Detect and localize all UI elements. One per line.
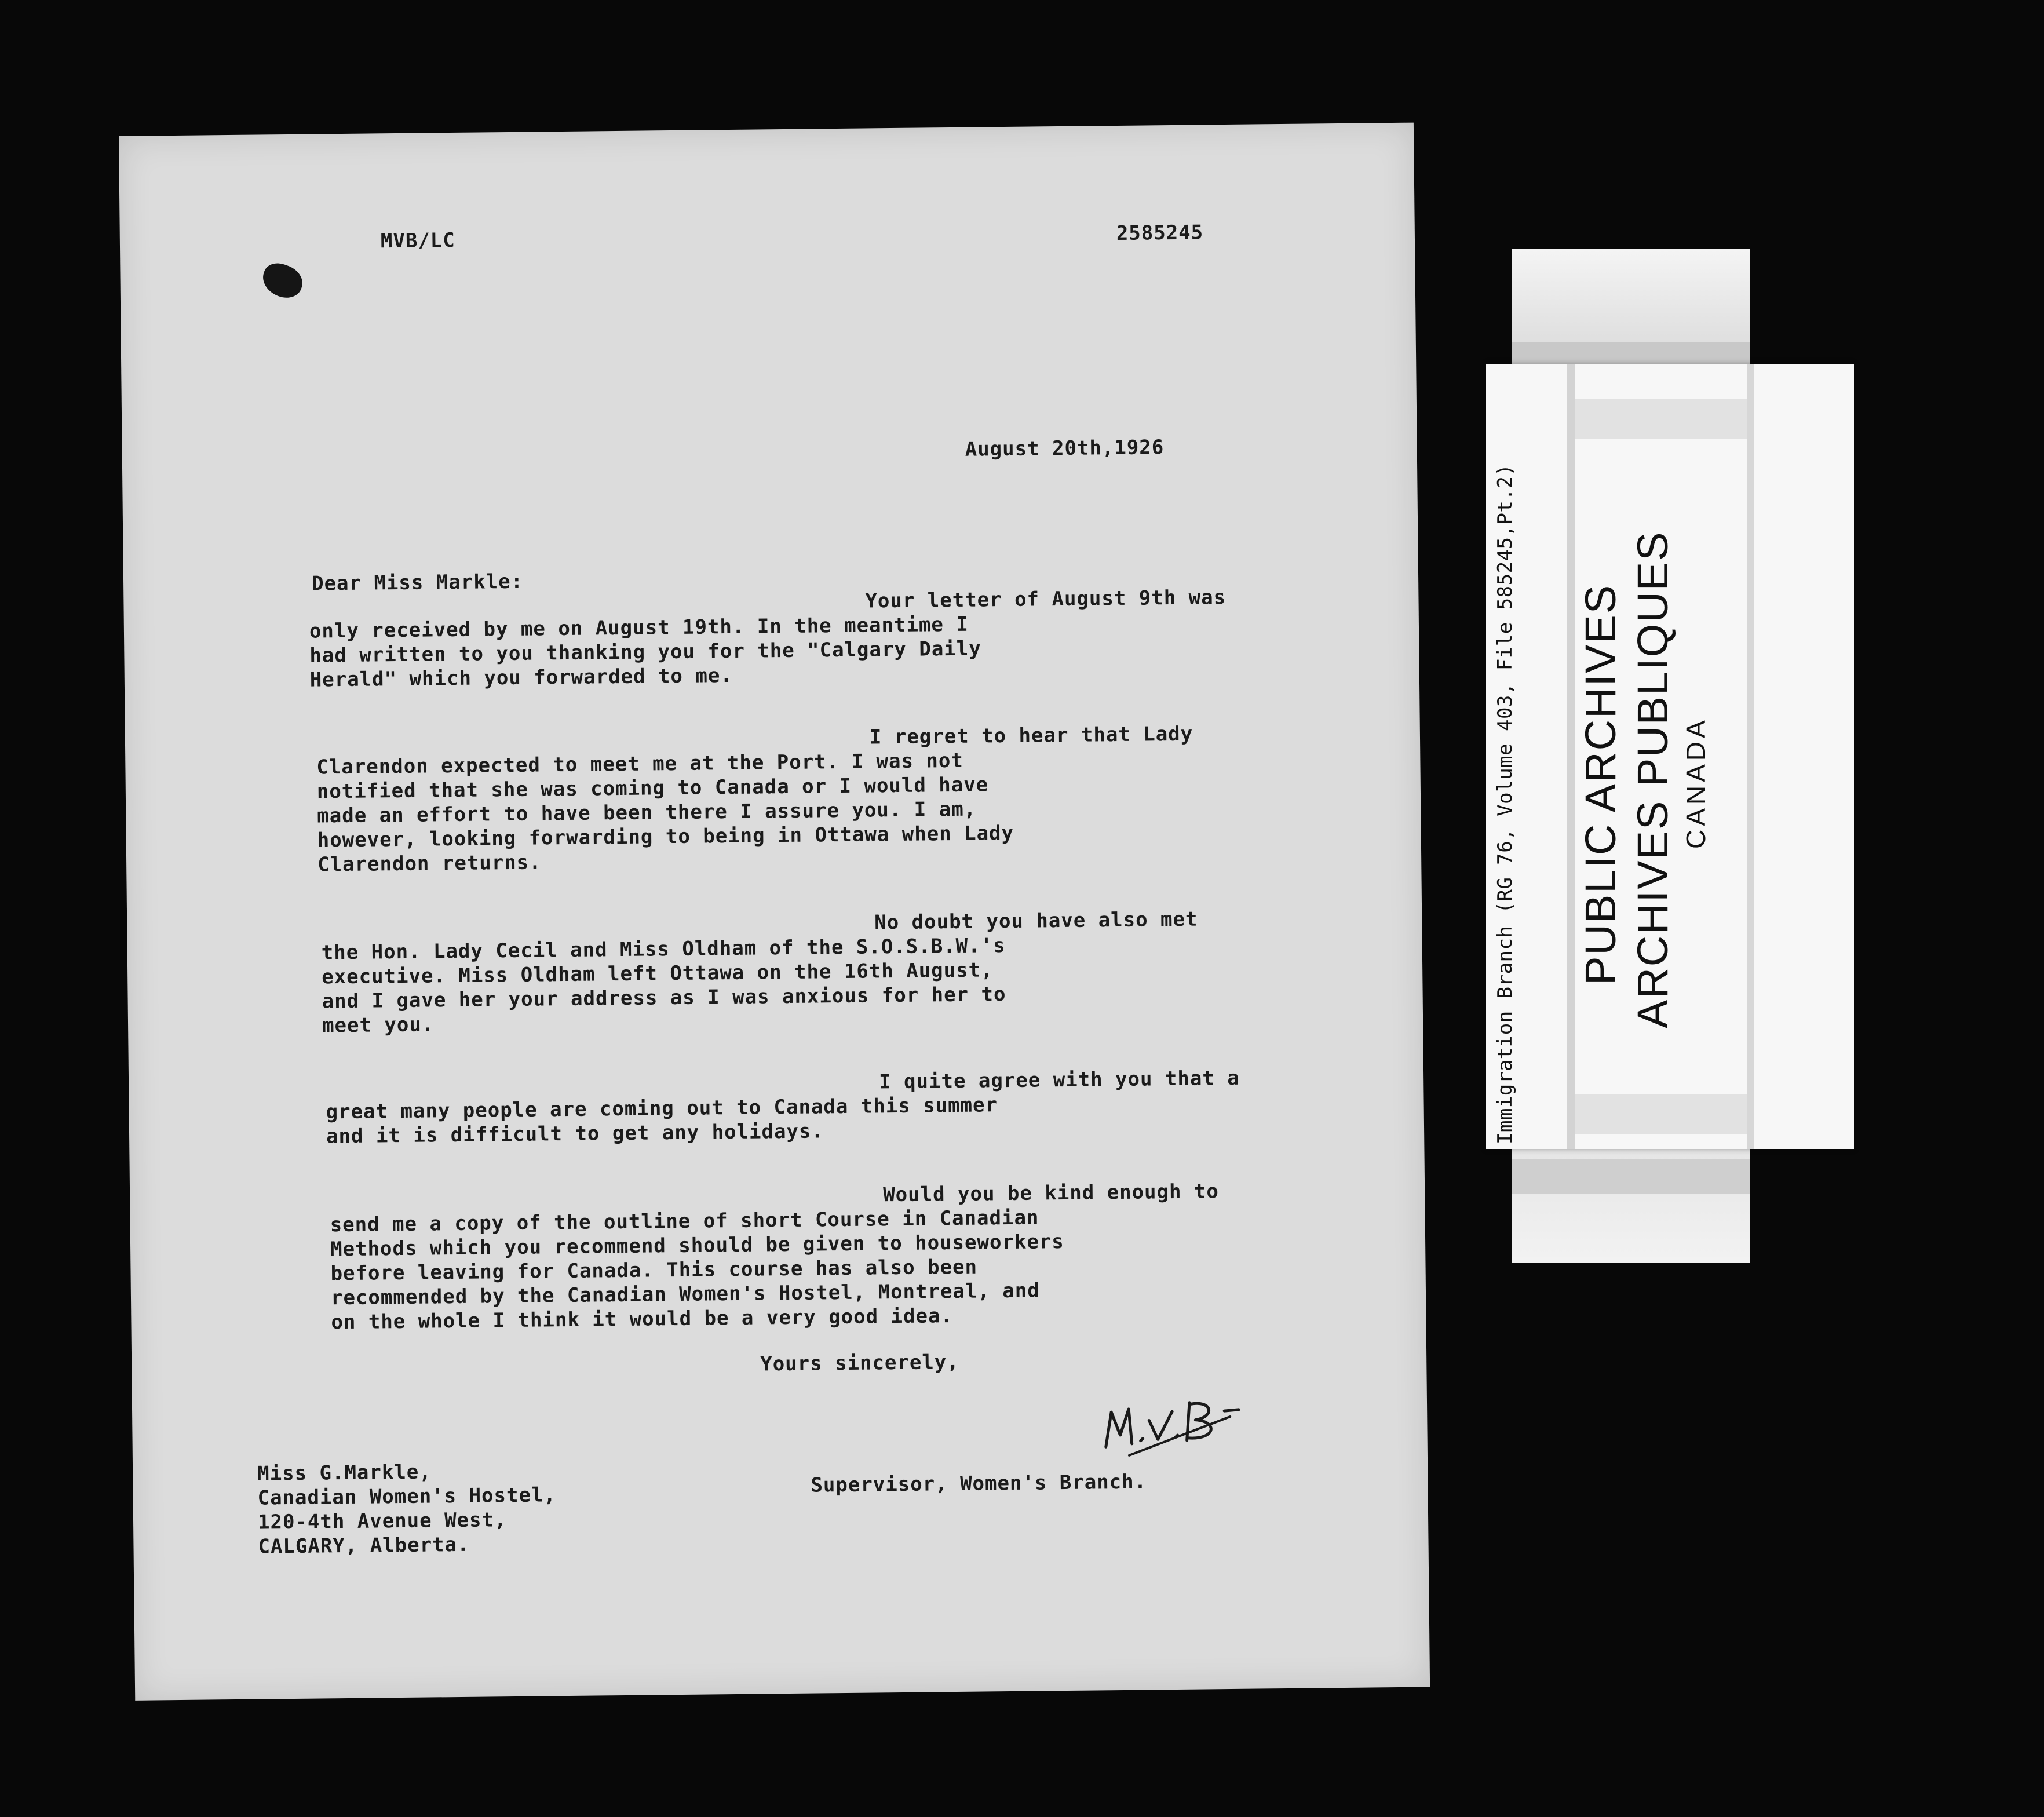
text-line: only received by me on August 19th. In the meantime I (309, 612, 969, 643)
archive-country: CANADA (1681, 717, 1711, 849)
address-line: CALGARY, Alberta. (258, 1533, 470, 1559)
text-line: send me a copy of the outline of short Course in Canadian (330, 1206, 1039, 1237)
text-line: notified that she was coming to Canada or I would have (316, 773, 989, 804)
text-line: recommended by the Canadian Women's Hostel, Montreal, and (330, 1279, 1040, 1310)
paragraph (321, 907, 1199, 1038)
text-line: great many people are coming out to Canada this summer (326, 1093, 998, 1124)
paragraph (316, 722, 1195, 877)
text-line: No doubt you have also met (874, 907, 1198, 935)
address-line: Canadian Women's Hostel, (257, 1483, 557, 1510)
handwritten-signature (1094, 1375, 1269, 1464)
punch-hole (258, 259, 306, 302)
text-line: made an effort to have been there I assure you. I am, (317, 797, 977, 828)
text-line: Would you be kind enough to (882, 1180, 1220, 1207)
text-line: had written to you thanking you for the "Calgary Daily (309, 637, 981, 667)
address-line: Miss G.Markle, (257, 1460, 432, 1486)
recipient-address (257, 1458, 557, 1559)
paragraph (330, 1179, 1220, 1334)
paragraph (309, 585, 1227, 692)
signer-title: Supervisor, Women's Branch. (811, 1470, 1147, 1497)
text-line: Herald" which you forwarded to me. (309, 663, 733, 692)
reference-code: MVB/LC (380, 228, 455, 253)
paragraph (326, 1066, 1240, 1149)
text-line: executive. Miss Oldham left Ottawa on the 16th August, (322, 958, 994, 989)
text-line: however, looking forwarding to being in Ottawa when Lady (317, 821, 1014, 852)
address-line: 120-4th Avenue West, (257, 1508, 507, 1534)
text-line: and it is difficult to get any holidays. (326, 1119, 824, 1148)
letter-date: August 20th,1926 (965, 436, 1165, 461)
text-line: Clarendon expected to meet me at the Port. I was not (316, 749, 964, 779)
archive-reference: Immigration Branch (RG 76, Volume 403, File 585245,Pt.2) (1494, 464, 1517, 1144)
letter-page (119, 123, 1430, 1701)
text-line: I regret to hear that Lady (869, 722, 1193, 749)
salutation: Dear Miss Markle: (311, 570, 524, 596)
text-line: Methods which you recommend should be given to houseworkers (330, 1230, 1064, 1261)
text-line: Clarendon returns. (317, 851, 542, 877)
text-line: the Hon. Lady Cecil and Miss Oldham of the S.O.S.B.W.'s (321, 934, 1006, 965)
archive-name-french: ARCHIVES PUBLIQUES (1629, 531, 1677, 1028)
closing: Yours sincerely, (760, 1350, 959, 1376)
text-line: meet you. (322, 1013, 435, 1038)
text-line: before leaving for Canada. This course has also been (330, 1255, 978, 1286)
text-line: on the whole I think it would be a very good idea. (331, 1304, 954, 1334)
text-line: Your letter of August 9th was (865, 586, 1227, 613)
text-line: I quite agree with you that a (878, 1066, 1240, 1094)
file-number: 2585245 (1116, 221, 1204, 245)
text-line: and I gave her your address as I was anxious for her to (322, 983, 1006, 1013)
archive-name-english: PUBLIC ARCHIVES (1576, 583, 1625, 985)
